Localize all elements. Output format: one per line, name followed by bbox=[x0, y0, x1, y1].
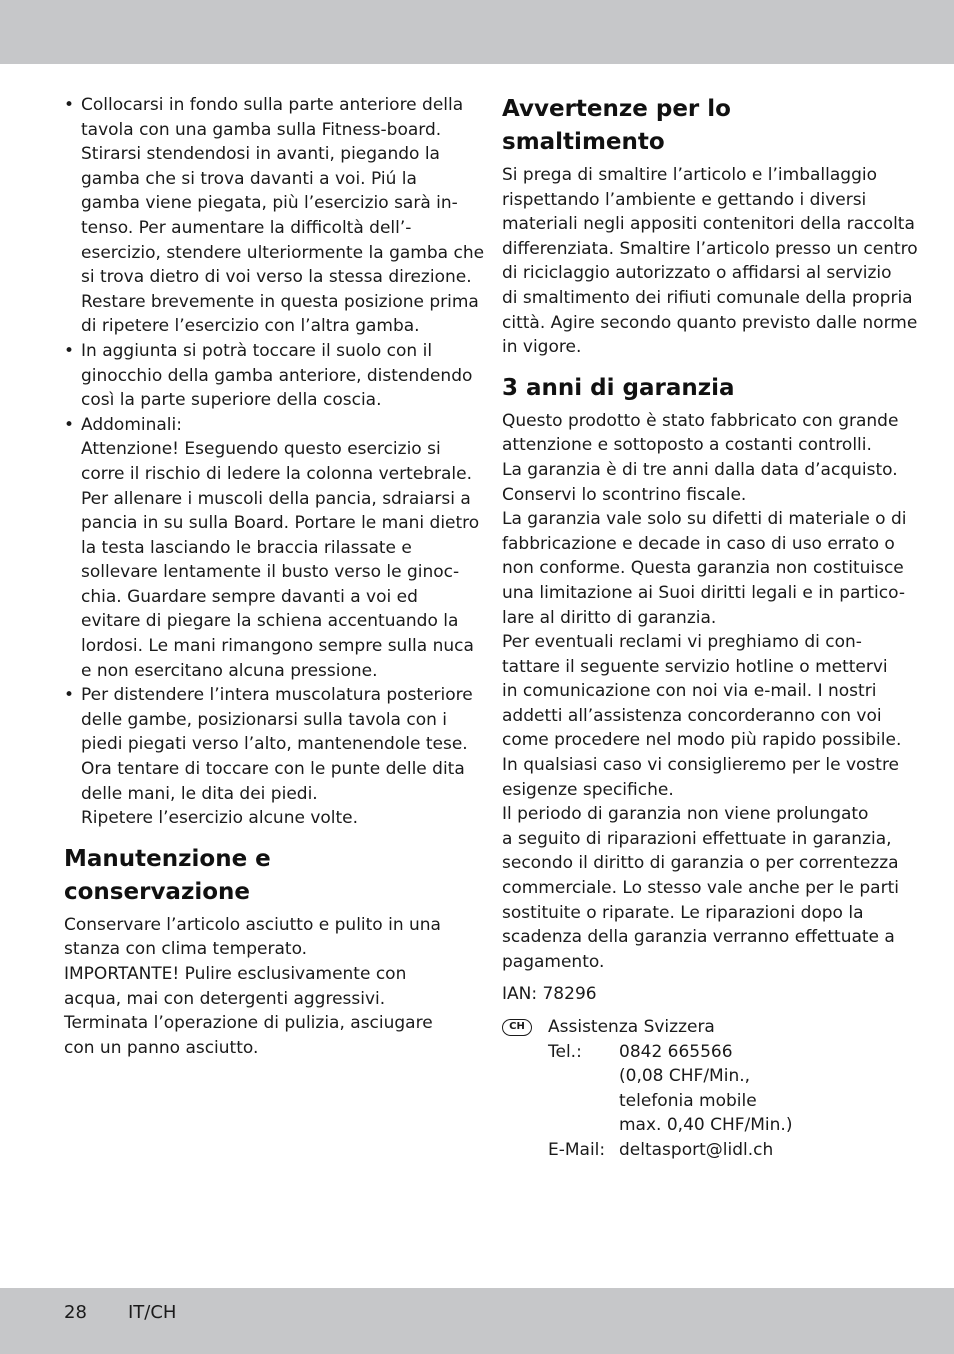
disposal-paragraph bbox=[502, 163, 918, 360]
service-name: Assistenza Svizzera bbox=[548, 1017, 715, 1037]
text-line: Per eventuali reclami vi preghiamo di con- bbox=[502, 632, 862, 653]
text-line: fabbricazione e decade in caso di uso errato o bbox=[502, 533, 895, 554]
text-line: rispettando l’ambiente e gettando i diversi bbox=[502, 189, 867, 210]
text-line: a seguito di riparazioni effettuate in garanzia, bbox=[502, 828, 892, 849]
text-line: non conforme. Questa garanzia non costituisce bbox=[502, 558, 904, 579]
text-line: delle gambe, posizionarsi sulla tavola con i bbox=[81, 709, 448, 730]
text-line: città. Agire secondo quanto previsto dalle norme bbox=[502, 312, 918, 333]
text-line: con un panno asciutto. bbox=[64, 1037, 259, 1058]
phone-note: (0,08 CHF/Min., bbox=[619, 1066, 751, 1087]
text-line: tattare il seguente servizio hotline o mettervi bbox=[502, 656, 888, 677]
text-line: lordosi. Le mani rimangono sempre sulla nuca bbox=[81, 636, 474, 657]
text-line: evitare di piegare la schiena accentuando la bbox=[81, 611, 459, 632]
text-line: In qualsiasi caso vi consiglieremo per le vostre bbox=[502, 755, 900, 776]
text-line: addetti all’assistenza concorderanno con voi bbox=[502, 705, 882, 726]
disposal-heading bbox=[502, 93, 894, 159]
phone-label: Tel.: bbox=[548, 1041, 582, 1062]
text-line: acqua, mai con detergenti aggressivi. bbox=[64, 988, 386, 1009]
text-line: gamba che si trova davanti a voi. Piú la bbox=[81, 168, 417, 189]
text-line: sollevare lentamente il busto verso le ginoc- bbox=[81, 562, 460, 583]
text-line: Attenzione! Eseguendo questo esercizio si bbox=[81, 439, 441, 460]
email-block bbox=[548, 1138, 894, 1163]
text-line: Questo prodotto è stato fabbricato con grande bbox=[502, 410, 899, 431]
language-code: IT/CH bbox=[128, 1302, 177, 1323]
warranty-paragraph bbox=[502, 409, 907, 975]
text-line: in comunicazione con noi via e-mail. I nostri bbox=[502, 681, 877, 702]
heading-line: smaltimento bbox=[502, 129, 665, 155]
text-line: come procedere nel modo più rapido possibile. bbox=[502, 730, 902, 751]
text-line: stanza con clima temperato. bbox=[64, 939, 308, 960]
heading-line: Manutenzione e bbox=[64, 845, 271, 872]
text-line: delle mani, le dita dei piedi. bbox=[81, 783, 318, 804]
left-column bbox=[64, 93, 485, 1060]
text-line: differenziata. Smaltire l’articolo presso un centro bbox=[502, 238, 918, 259]
text-line: Conservi lo scontrino fiscale. bbox=[502, 484, 747, 505]
text-line: • Collocarsi in fondo sulla parte anteriore della bbox=[81, 95, 464, 115]
text-line: secondo il diritto di garanzia o per correntezza bbox=[502, 853, 899, 874]
service-contact bbox=[502, 1015, 894, 1163]
ian-number: IAN: 78296 bbox=[502, 984, 597, 1005]
text-line: lare al diritto di garanzia. bbox=[502, 607, 717, 628]
header-band bbox=[0, 0, 954, 64]
text-line: Restare brevemente in questa posizione prima bbox=[81, 291, 479, 312]
text-line: La garanzia è di tre anni dalla data d’acquisto. bbox=[502, 459, 898, 480]
text-line: commerciale. Lo stesso vale anche per le parti bbox=[502, 878, 899, 899]
text-line: piedi piegati verso l’alto, mantenendole tese. bbox=[81, 734, 468, 755]
text-line: IMPORTANTE! Pulire esclusivamente con bbox=[64, 964, 407, 984]
text-line: Per allenare i muscoli della pancia, sdraiarsi a bbox=[81, 488, 471, 509]
text-line: di riciclaggio autorizzato o affidarsi al servizio bbox=[502, 263, 892, 284]
text-line: Si prega di smaltire l’articolo e l’imballaggio bbox=[502, 165, 877, 185]
text-line: ginocchio della gamba anteriore, distendendo bbox=[81, 365, 473, 386]
country-badge-icon: CH bbox=[502, 1019, 532, 1036]
text-line: materiali negli appositi contenitori della raccolta bbox=[502, 214, 915, 235]
text-line: • Per distendere l’intera muscolatura posteriore bbox=[81, 685, 473, 706]
text-line: pancia in su sulla Board. Portare le mani dietro bbox=[81, 513, 480, 534]
list-item bbox=[64, 413, 480, 684]
list-item bbox=[64, 683, 473, 831]
text-line: pagamento. bbox=[502, 951, 605, 972]
text-line: di smaltimento dei rifiuti comunale della propria bbox=[502, 287, 913, 308]
text-line: esigenze specifiche. bbox=[502, 779, 674, 800]
text-line: la testa lasciando le braccia rilassate e bbox=[81, 537, 412, 558]
maintenance-heading bbox=[64, 843, 456, 909]
email-label: E-Mail: bbox=[548, 1139, 606, 1160]
text-line: esercizio, stendere ulteriormente la gamba che bbox=[81, 242, 485, 263]
text-line: scadenza della garanzia verranno effettuate a bbox=[502, 927, 895, 948]
text-line: così la parte superiore della coscia. bbox=[81, 390, 382, 411]
list-item bbox=[64, 339, 473, 413]
maintenance-paragraph bbox=[64, 913, 456, 1061]
right-column bbox=[502, 93, 918, 1163]
warranty-heading: 3 anni di garanzia bbox=[502, 374, 735, 401]
page-number: 28 bbox=[64, 1302, 87, 1323]
text-line: di ripetere l’esercizio con l’altra gamba. bbox=[81, 316, 420, 337]
text-line: una limitazione ai Suoi diritti legali e in partico- bbox=[502, 582, 905, 603]
phone-block bbox=[548, 1040, 894, 1138]
text-line: attenzione e sottoposto a costanti controlli. bbox=[502, 435, 872, 456]
text-line: La garanzia vale solo su difetti di materiale o di bbox=[502, 509, 907, 530]
text-line: tenso. Per aumentare la difficoltà dell’- bbox=[81, 217, 412, 238]
text-line: e non esercitano alcuna pressione. bbox=[81, 660, 378, 681]
heading-line: Avvertenze per lo bbox=[502, 96, 731, 122]
text-line: • Addominali: bbox=[81, 414, 182, 435]
phone-number: 0842 665566 bbox=[619, 1041, 733, 1062]
phone-note: max. 0,40 CHF/Min.) bbox=[619, 1115, 793, 1136]
heading-line: conservazione bbox=[64, 878, 250, 905]
text-line: corre il rischio di ledere la colonna vertebrale. bbox=[81, 463, 473, 484]
text-line: Ripetere l’esercizio alcune volte. bbox=[81, 808, 359, 829]
text-line: tavola con una gamba sulla Fitness-board. bbox=[81, 119, 442, 140]
text-line: Conservare l’articolo asciutto e pulito in una bbox=[64, 914, 441, 935]
text-line: si trova dietro di voi verso la stessa direzione. bbox=[81, 267, 472, 288]
text-line: gamba viene piegata, più l’esercizio sarà in- bbox=[81, 193, 458, 214]
text-line: Stirarsi stendendosi in avanti, piegando la bbox=[81, 144, 440, 165]
text-line: Il periodo di garanzia non viene prolungato bbox=[502, 804, 869, 825]
text-line: Terminata l’operazione di pulizia, asciugare bbox=[64, 1013, 433, 1034]
text-line: sostituite o riparate. Le riparazioni dopo la bbox=[502, 902, 864, 923]
text-line: chia. Guardare sempre davanti a voi ed bbox=[81, 586, 418, 607]
text-line: • In aggiunta si potrà toccare il suolo con il bbox=[81, 340, 433, 361]
list-item bbox=[64, 93, 485, 339]
text-line: Ora tentare di toccare con le punte delle dita bbox=[81, 759, 465, 780]
email-address: deltasport@lidl.ch bbox=[619, 1139, 774, 1160]
phone-note: telefonia mobile bbox=[619, 1090, 757, 1111]
text-line: in vigore. bbox=[502, 337, 582, 358]
